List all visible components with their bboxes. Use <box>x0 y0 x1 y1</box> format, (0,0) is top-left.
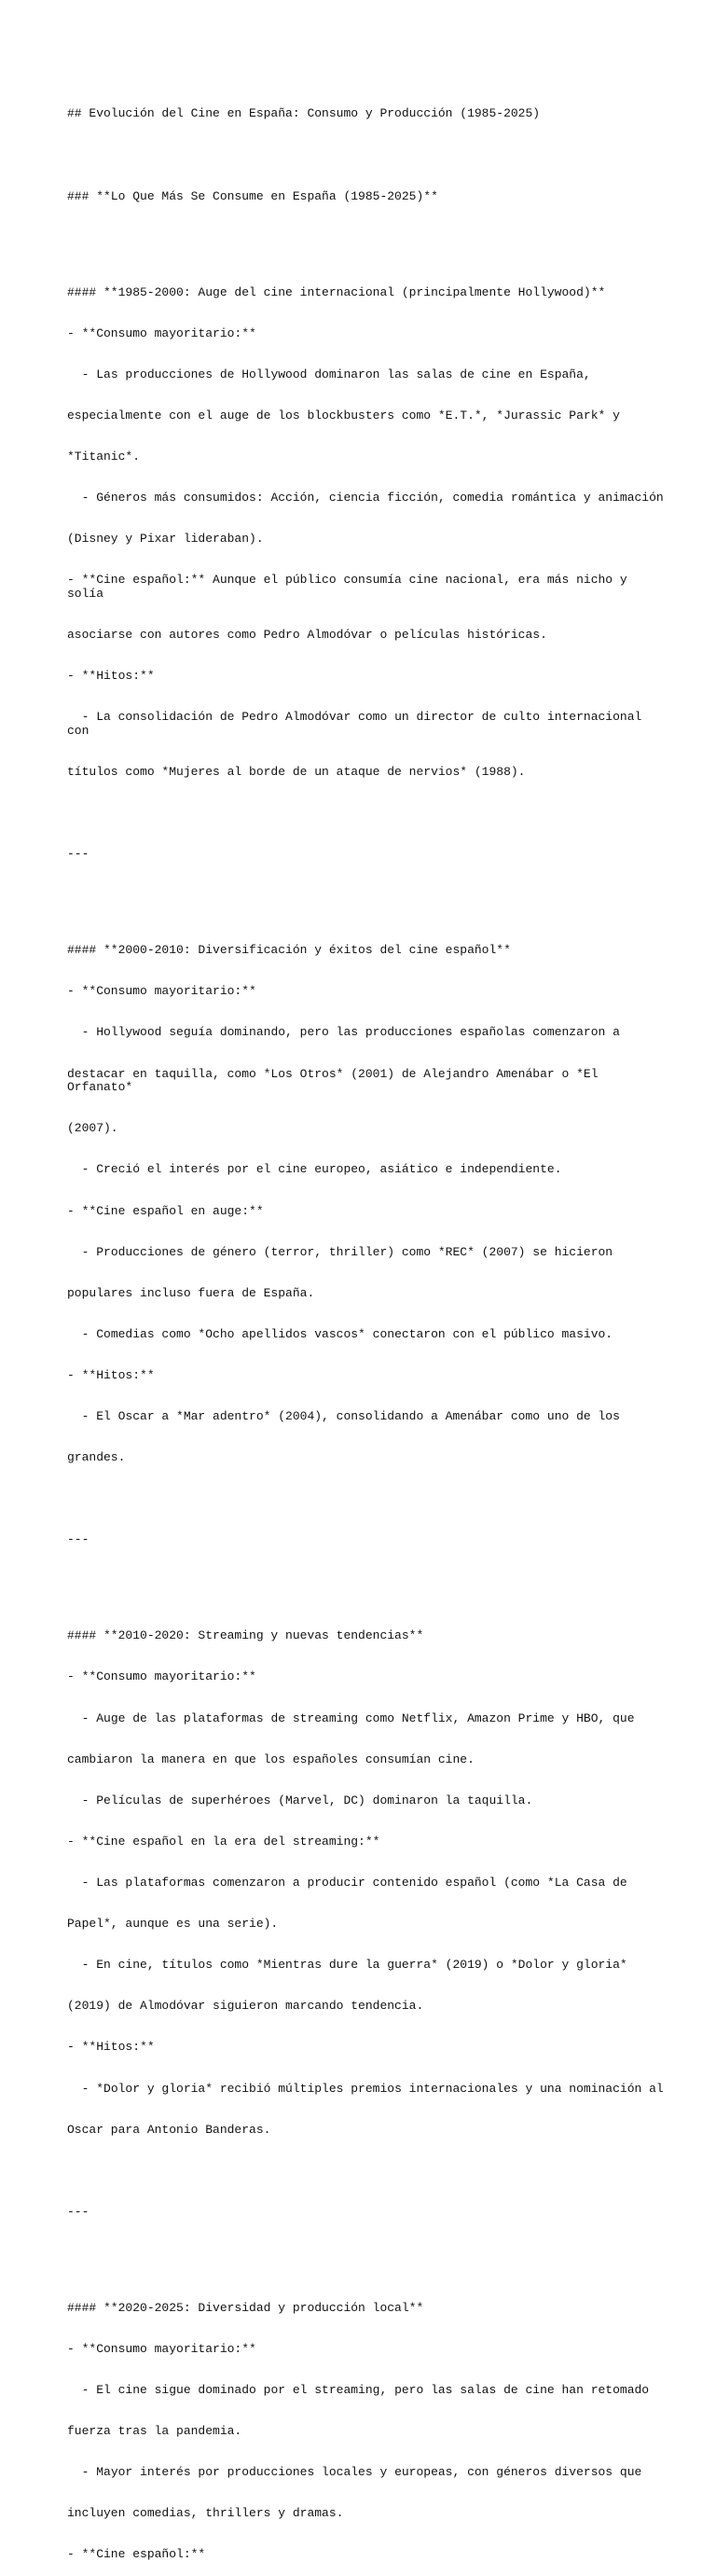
text-line: Papel*, aunque es una serie). <box>67 1917 279 1932</box>
text-line: - Hollywood seguía dominando, pero las producciones españolas comenzaron a <box>67 1025 620 1040</box>
text-line: incluyen comedias, thrillers y dramas. <box>67 2506 344 2521</box>
text-line: - Géneros más consumidos: Acción, ciencia ficción, comedia romántica y animación <box>67 491 664 506</box>
blank-line <box>67 2247 664 2261</box>
text-line: asociarse con autores como Pedro Almodóvar o películas históricas. <box>67 628 547 643</box>
text-line: (2019) de Almodóvar siguieron marcando tendencia. <box>67 1999 424 2014</box>
text-line: - **Cine español:** Aunque el público consumía cine nacional, era más nicho y solía <box>67 573 635 601</box>
period-heading-2020-2025: #### **2020-2025: Diversidad y producción local** <box>67 2300 424 2315</box>
text-line: especialmente con el auge de los blockbusters como *E.T.*, *Jurassic Park* y <box>67 408 620 422</box>
text-line: - Mayor interés por producciones locales y europeas, con géneros diversos que <box>67 2465 642 2480</box>
text-line: - **Hitos:** <box>67 669 155 684</box>
text-line: *Titanic*. <box>67 449 141 464</box>
period-heading-1985-2000: #### **1985-2000: Auge del cine internacional (principalmente Hollywood)** <box>67 284 606 299</box>
period-heading-2000-2010: #### **2000-2010: Diversificación y éxitos del cine español** <box>67 943 511 958</box>
blank-line <box>67 1575 664 1589</box>
text-line: - El cine sigue dominado por el streaming, pero las salas de cine han retomado <box>67 2383 650 2397</box>
text-line: - La consolidación de Pedro Almodóvar como un director de culto internacional con <box>67 710 650 739</box>
text-line: - Auge de las plataformas de streaming como Netflix, Amazon Prime y HBO, que <box>67 1710 635 1725</box>
text-line: - El Oscar a *Mar adentro* (2004), consolidando a Amenábar como uno de los <box>67 1409 620 1424</box>
text-line: - Películas de superhéroes (Marvel, DC) dominaron la taquilla. <box>67 1793 533 1807</box>
text-line: - Producciones de género (terror, thriller) como *REC* (2007) se hicieron <box>67 1244 613 1259</box>
text-line: (2007). <box>67 1121 118 1136</box>
period-heading-2010-2020: #### **2010-2020: Streaming y nuevas tendencias** <box>67 1628 424 1643</box>
text-line: - Las producciones de Hollywood dominaron las salas de cine en España, <box>67 367 591 381</box>
text-line: - **Hitos:** <box>67 1368 155 1383</box>
text-line: - **Cine español en auge:** <box>67 1203 264 1218</box>
blank-line <box>67 149 664 163</box>
text-line: - Creció el interés por el cine europeo, asiático e independiente. <box>67 1162 562 1177</box>
document-page <box>67 80 664 2576</box>
text-line: - **Consumo mayoritario:** <box>67 325 256 340</box>
text-line: - **Cine español:** <box>67 2547 206 2562</box>
horizontal-rule: --- <box>67 2204 90 2219</box>
blank-line <box>67 2165 664 2179</box>
text-line: fuerza tras la pandemia. <box>67 2424 242 2439</box>
text-line: cambiaron la manera en que los españoles consumían cine. <box>67 1752 475 1766</box>
text-line: títulos como *Mujeres al borde de un ataque de nervios* (1988). <box>67 765 526 780</box>
text-line: - **Consumo mayoritario:** <box>67 984 256 999</box>
text-line: populares incluso fuera de España. <box>67 1285 315 1300</box>
text-line: (Disney y Pixar lideraban). <box>67 532 264 547</box>
text-line: - Comedias como *Ocho apellidos vascos* conectaron con el público masivo. <box>67 1326 613 1341</box>
blank-line <box>67 807 664 821</box>
blank-line <box>67 889 664 903</box>
text-line: - Las plataformas comenzaron a producir contenido español (como *La Casa de <box>67 1876 627 1890</box>
text-line: - **Hitos:** <box>67 2040 155 2055</box>
horizontal-rule: --- <box>67 847 90 862</box>
text-line: Oscar para Antonio Banderas. <box>67 2122 271 2137</box>
text-line: grandes. <box>67 1450 126 1465</box>
section-heading: ### **Lo Que Más Se Consume en España (1985-2025)** <box>67 188 438 203</box>
text-line: destacar en taquilla, como *Los Otros* (2001) de Alejandro Amenábar o *El Orfanato* <box>67 1066 606 1095</box>
blank-line <box>67 1492 664 1506</box>
horizontal-rule: --- <box>67 1532 90 1547</box>
text-line: - *Dolor y gloria* recibió múltiples premios internacionales y una nominación al <box>67 2081 664 2096</box>
text-line: - En cine, títulos como *Mientras dure la guerra* (2019) o *Dolor y gloria* <box>67 1958 627 1973</box>
text-line: - **Consumo mayoritario:** <box>67 2341 256 2356</box>
text-line: - **Consumo mayoritario:** <box>67 1669 256 1684</box>
text-line: - **Cine español en la era del streaming:** <box>67 1834 380 1849</box>
blank-line <box>67 231 664 245</box>
document-title: ## Evolución del Cine en España: Consumo y Producción (1985-2025) <box>67 106 541 121</box>
